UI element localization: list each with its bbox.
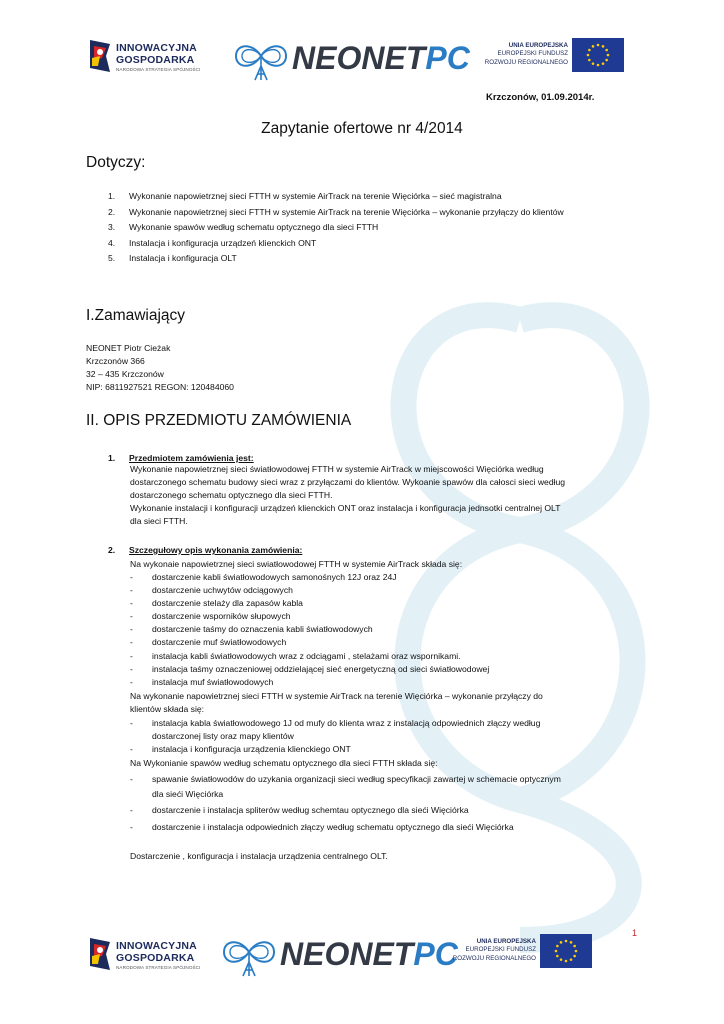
concerns-list [108, 189, 564, 267]
list-item [108, 251, 564, 267]
subject-item2-intro2 [130, 690, 650, 716]
paragraph-line: Wykonanie napowietrznej sieci światłowodowej FTTH w systemie AirTrack w miejscowości Więciórka według [130, 464, 544, 474]
subject-item2-intro1 [130, 558, 650, 571]
eu-star-icon [588, 59, 591, 62]
eu-line3: ROZWOJU REGIONALNEGO [484, 58, 568, 66]
item-title: Przedmiotem zamówienia jest: [129, 453, 254, 463]
paragraph-line: Wykonanie instalacji i konfiguracji urządzeń klienckich ONT oraz instalacja i konfiguracja jednsotki centralnej OLT [130, 503, 561, 514]
orderer-heading: I.Zamawiający [86, 307, 186, 324]
ig-line2: GOSPODARKA [116, 952, 195, 964]
item-text: spawanie światłowodów do uzykania organizacji sieci według specyfikacji zawartej w schemacie optycznym [152, 774, 561, 784]
item-text: dostarczenie i instalacja odpowiednich złączy według schematu optycznego dla sieći Więciórka [152, 822, 514, 832]
ig-line3: NARODOWA STRATEGIA SPÓJNOŚCI [116, 67, 201, 72]
eu-star-icon [560, 941, 563, 944]
neonet-brand-part1: NEONET [292, 40, 426, 76]
item-text: dostarczenie kabli światłowodowych samonośnych 12J oraz 24J [152, 572, 397, 582]
eu-star-icon [570, 941, 573, 944]
concerns-heading: Dotyczy: [86, 154, 146, 171]
eu-line1: UNIA EUROPEJSKA [508, 42, 568, 49]
innowacyjna-gospodarka-logo [88, 34, 218, 80]
paragraph-line: Na Wykonianie spawów według schematu optycznego dla sieci FTTH składa się: [130, 758, 438, 768]
dash-bullet: - [130, 624, 133, 634]
ig-flag-icon [88, 936, 112, 972]
eu-star-icon [556, 955, 559, 958]
eu-flag-icon [572, 38, 624, 72]
document-date: Krzczonów, 01.09.2014r. [486, 92, 595, 103]
dash-bullet: - [130, 651, 133, 661]
item-number: 1. [108, 453, 116, 463]
item-number: 3. [108, 222, 116, 233]
eu-star-icon [573, 955, 576, 958]
subject-item2-closing [130, 850, 650, 863]
subject-item2-intro3 [130, 757, 650, 770]
eu-line2: EUROPEJSKI FUNDUSZ [465, 946, 536, 954]
paragraph-line: dostarczonego schematu budowy sieci wraz z przyłączami do klientów. Wykoanie spawów dla całosci sieci według [130, 477, 566, 488]
item-text: dostarczenie taśmy do oznaczenia kabli światłowodowych [152, 624, 373, 634]
eu-star-icon [565, 940, 568, 943]
eu-star-icon [607, 54, 610, 57]
orderer-address [86, 342, 234, 394]
item-text: dostarczenie muf światłowodowych [152, 637, 287, 647]
footer-logos [0, 928, 724, 988]
eu-star-icon [597, 44, 600, 47]
page-number: 1 [632, 928, 638, 938]
ig-flag-icon [88, 38, 112, 74]
eu-line3: ROZWOJU REGIONALNEGO [452, 954, 536, 962]
neonet-infinity-antenna-icon [220, 932, 278, 978]
paragraph-line: Na wykonanie napowietrznej sieci FTTH w systemie AirTrack na terenie Więciórka – wykonanie przyłączy do [130, 691, 543, 701]
eu-star-icon [565, 960, 568, 963]
eu-star-icon [560, 958, 563, 961]
list-item [108, 220, 564, 236]
item-text: Wykonanie napowietrznej sieci FTTH w systemie AirTrack na terenie Więciórka – sieć magistralna [129, 191, 502, 201]
eu-star-icon [597, 64, 600, 67]
list-item [108, 189, 564, 205]
item-number: 2. [108, 206, 116, 217]
eu-fund-logo [474, 38, 624, 78]
item-text: dla sieći Więciórka [152, 789, 224, 799]
orderer-street: Krzczonów 366 [86, 356, 145, 366]
item-text: Instalacja i konfiguracja urządzeń klienckich ONT [129, 237, 317, 248]
ig-line3: NARODOWA STRATEGIA SPÓJNOŚCI [116, 965, 201, 970]
eu-fund-text [485, 42, 568, 67]
eu-star-icon [587, 54, 590, 57]
paragraph-line: klientów składa się: [130, 704, 205, 715]
item-text: instalacja kabli światłowodowych wraz z odciągami , stelażami oraz wspornikami. [152, 651, 461, 661]
item-number: 1. [108, 191, 116, 201]
eu-star-icon [605, 49, 608, 52]
eu-star-icon [575, 950, 578, 953]
eu-star-icon [592, 62, 595, 65]
orderer-name: NEONET Piotr Cieżak [86, 343, 171, 353]
eu-line1: UNIA EUROPEJSKA [476, 938, 536, 945]
item-text: dostarczenie wsporników słupowych [152, 611, 291, 621]
item-text: dostarczenie stelaży dla zapasów kabla [152, 598, 303, 608]
item-text: instalacja i konfiguracja urządzenia klienckiego ONT [152, 744, 351, 754]
eu-star-icon [605, 59, 608, 62]
neonet-brand-part2: PC [413, 936, 458, 972]
eu-fund-logo [442, 934, 592, 974]
paragraph-line: Na wykonaie napowietrznej sieci swiatłowodowej FTTH w systemie AirTrack składa się: [130, 559, 463, 569]
neonet-brand-text [292, 40, 470, 77]
paragraph-line: Dostarczenie , konfiguracja i instalacja urządzenia centralnego OLT. [130, 851, 388, 861]
item-number: 4. [108, 237, 116, 248]
eu-star-icon [573, 945, 576, 948]
subject-heading: II. OPIS PRZEDMIOTU ZAMÓWIENIA [86, 412, 352, 429]
ig-line1: INNOWACYJNA [116, 42, 197, 54]
neonet-brand-text [280, 936, 458, 973]
paragraph-line: dostarczonego schematu optycznego dla sieci FTTH. [130, 490, 333, 501]
dash-bullet: - [130, 598, 133, 608]
item-text: Wykonanie napowietrznej sieci FTTH w systemie AirTrack na terenie Więciórka – wykonanie przyłączy do klientów [129, 206, 564, 217]
dash-bullet: - [130, 637, 133, 647]
ig-line2: GOSPODARKA [116, 54, 195, 66]
item-text: instalacja kabla światłowodowego 1J od mufy do klienta wraz z instalacją odpowiednich złączy według [152, 718, 541, 728]
orderer-postcode: 32 – 435 Krzczonów [86, 369, 164, 379]
neonet-watermark [360, 200, 680, 960]
eu-star-icon [592, 45, 595, 48]
dash-bullet: - [130, 718, 133, 728]
header-logos [0, 28, 724, 88]
dash-bullet: - [130, 572, 133, 582]
item-text: dostarczenie i instalacja spliterów według schemtau optycznego dla sieći Więciórka [152, 805, 469, 815]
eu-fund-text [453, 938, 536, 963]
dash-bullet: - [130, 805, 133, 815]
eu-star-icon [602, 45, 605, 48]
item-text: instalacja muf światłowodowych [152, 677, 274, 687]
item-text: Wykonanie spawów według schematu optycznego dla sieci FTTH [129, 222, 379, 233]
eu-star-icon [588, 49, 591, 52]
item-text: dostarczenie uchwytów odciągowych [152, 585, 293, 595]
eu-line2: EUROPEJSKI FUNDUSZ [497, 50, 568, 58]
innowacyjna-gospodarka-logo [88, 932, 218, 978]
dash-bullet: - [130, 664, 133, 674]
paragraph-line: dla sieci FTTH. [130, 516, 188, 527]
dash-bullet: - [130, 585, 133, 595]
eu-star-icon [602, 62, 605, 65]
item-text: instalacja taśmy oznaczeniowej oddzielającej sieć energetyczną od sieci światłowodowej [152, 664, 490, 674]
subject-item1-heading [108, 453, 254, 463]
item-title: Szczegułowy opis wykonania zamówienia: [129, 545, 303, 555]
item-number: 2. [108, 545, 116, 555]
eu-flag-icon [540, 934, 592, 968]
eu-star-icon [570, 958, 573, 961]
eu-star-icon [555, 950, 558, 953]
eu-star-icon [556, 945, 559, 948]
dash-bullet: - [130, 677, 133, 687]
dash-bullet: - [130, 822, 133, 832]
subject-item2-heading [108, 545, 302, 555]
dash-bullet: - [130, 744, 133, 754]
dash-bullet: - [130, 611, 133, 621]
orderer-tax-ids: NIP: 6811927521 REGON: 120484060 [86, 382, 234, 392]
ig-line1: INNOWACYJNA [116, 940, 197, 952]
item-number: 5. [108, 253, 116, 264]
item-text: Instalacja i konfiguracja OLT [129, 253, 237, 264]
list-item [108, 236, 564, 252]
subject-item1-body [130, 463, 650, 528]
neonet-infinity-antenna-icon [232, 36, 290, 82]
item-text: dostarczonej listy oraz mapy klientów [152, 731, 294, 741]
list-item [108, 205, 564, 221]
document-title: Zapytanie ofertowe nr 4/2014 [261, 120, 463, 137]
neonet-brand-part1: NEONET [280, 936, 414, 972]
dash-bullet: - [130, 774, 133, 784]
neonet-brand-part2: PC [425, 40, 470, 76]
